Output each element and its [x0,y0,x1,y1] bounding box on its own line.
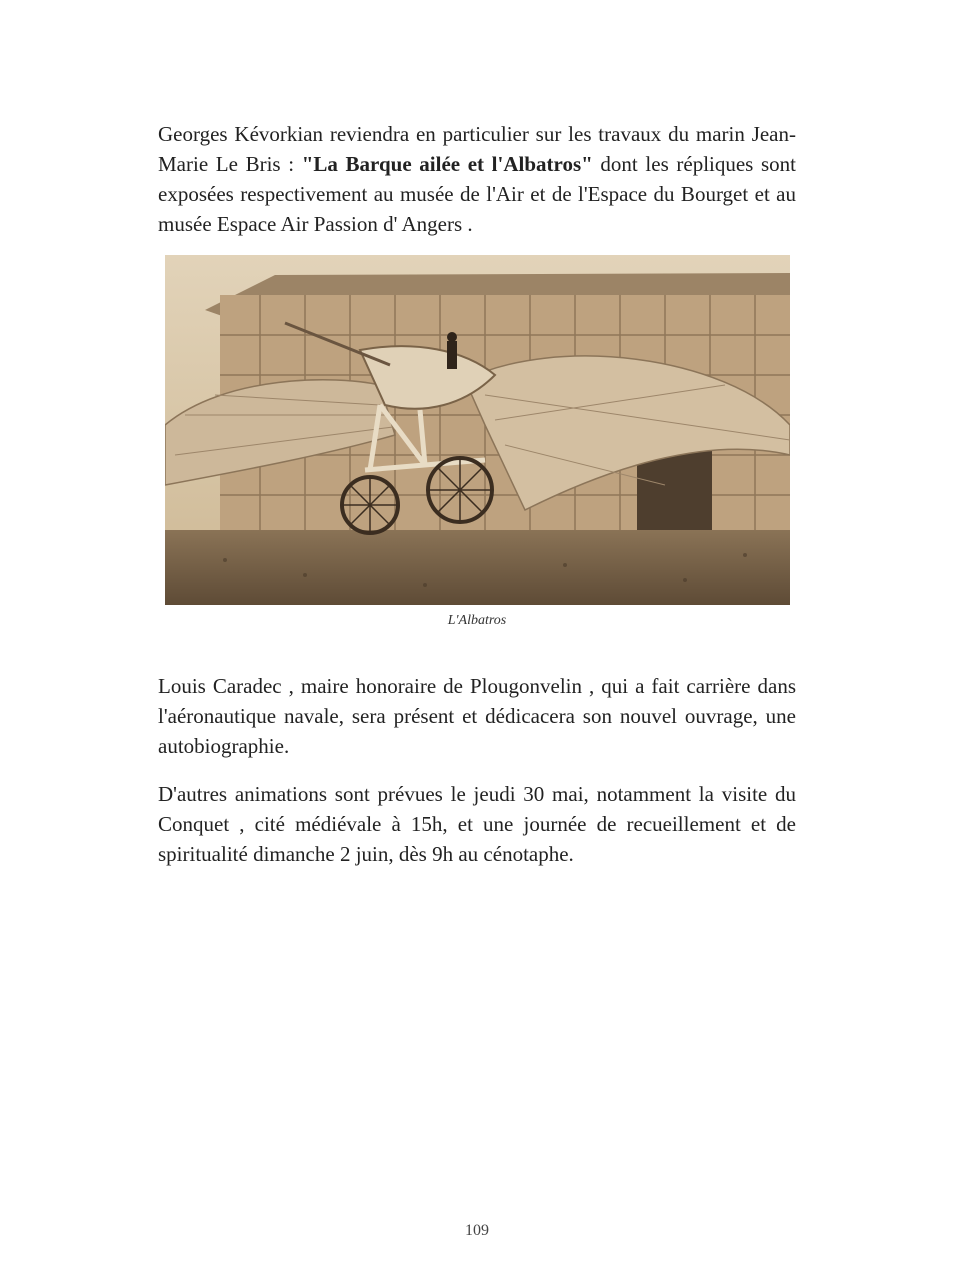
works-title: "La Barque ailée et l'Albatros" [301,152,593,176]
figure-caption: L'Albatros [447,613,507,628]
paragraph-le-bris-text-start: Georges Kévorkian reviendra en particulier sur les travaux du marin Jean-Marie Le Bris : [158,122,796,176]
page-number: 109 [465,1222,489,1239]
paragraph-caradec: Louis Caradec , maire honoraire de Plougonvelin , qui a fait carrière dans l'aéronautique navale, sera présent et dédicacera son nouvel ouvrage, une autobiographie. [158,674,796,758]
paragraph-le-bris-text-end: dont les répliques sont exposées respectivement au musée de l'Air et de l'Espace du Bourget et au musée Espace Air Passion d' Angers . [158,152,796,236]
paragraph-animations: D'autres animations sont prévues le jeudi 30 mai, notamment la visite du Conquet , cité médiévale à 15h, et une journée de recueillement et de spiritualité dimanche 2 juin, dès 9h au cénotaphe. [158,782,796,866]
albatros-photo [165,255,790,605]
paragraph-le-bris [158,119,796,239]
